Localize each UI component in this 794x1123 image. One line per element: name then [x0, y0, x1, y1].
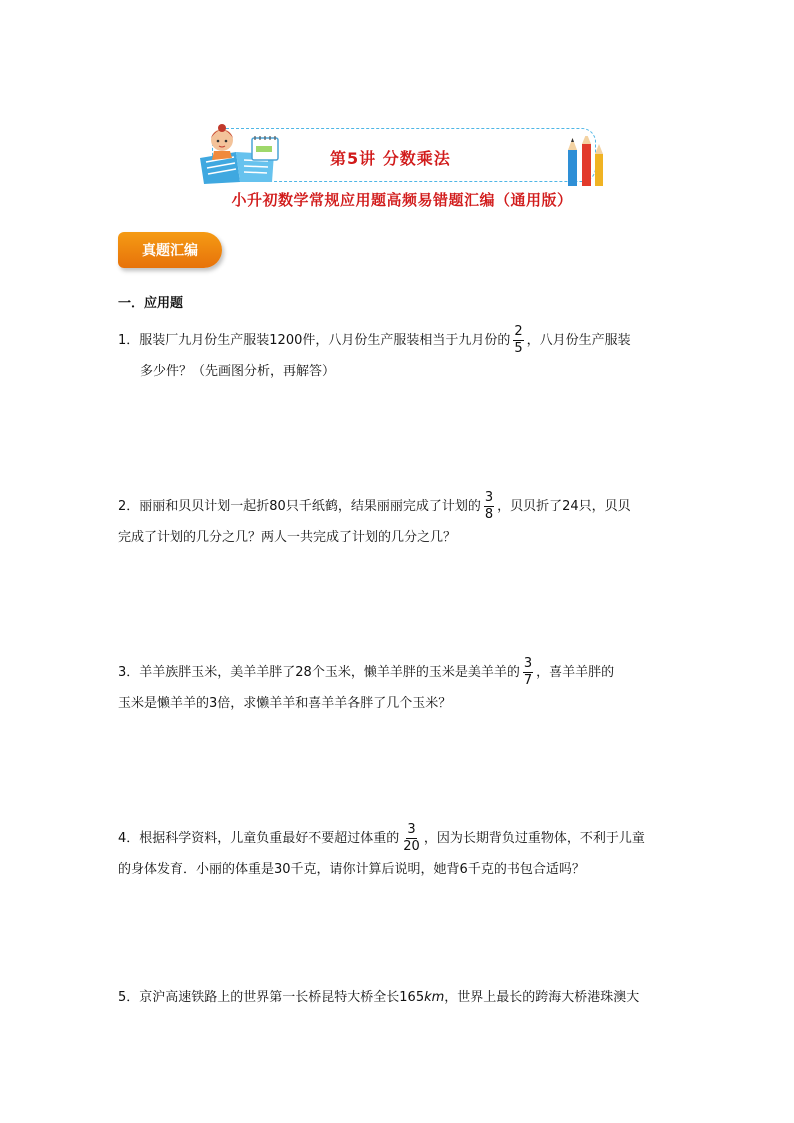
fraction-numerator: 3 — [484, 490, 494, 505]
unit-label: km — [424, 990, 445, 1005]
problem-2-line-1 — [118, 490, 631, 523]
section-heading: 一．应用题 — [118, 296, 184, 311]
problem-text: ，喜羊羊胖的 — [536, 665, 615, 680]
problem-text: ，贝贝折了24只，贝贝 — [497, 499, 631, 514]
pencils-icon — [562, 136, 608, 188]
problem-1-line-1 — [118, 324, 631, 357]
problem-4-line-1 — [118, 822, 645, 855]
problem-text: 1．服装厂九月份生产服装1200件，八月份生产服装相当于九月份的 — [118, 333, 511, 348]
fraction-denominator: 8 — [484, 507, 494, 522]
fraction — [402, 822, 421, 855]
fraction-denominator: 7 — [523, 673, 533, 688]
problem-1-line-2: 多少件？（先画图分析，再解答） — [140, 364, 336, 379]
problem-4-line-2: 的身体发育．小丽的体重是30千克，请你计算后说明，她背6千克的书包合适吗？ — [118, 862, 585, 877]
reading-girl-icon — [196, 124, 282, 186]
document-subtitle: 小升初数学常规应用题高频易错题汇编（通用版） — [231, 191, 573, 209]
problem-text: 4．根据科学资料，儿童负重最好不要超过体重的 — [118, 831, 400, 846]
fraction — [523, 656, 533, 689]
problem-5-line-1 — [118, 988, 639, 1008]
problem-text: 5．京沪高速铁路上的世界第一长桥昆特大桥全长165 — [118, 990, 425, 1005]
problem-text: 3．羊羊族胖玉米，美羊羊胖了28个玉米，懒羊羊胖的玉米是美羊羊的 — [118, 665, 520, 680]
fraction — [513, 324, 523, 357]
problem-3-line-1 — [118, 656, 614, 689]
problem-3-line-2: 玉米是懒羊羊的3倍，求懒羊羊和喜羊羊各胖了几个玉米？ — [118, 696, 452, 711]
fraction-denominator: 5 — [514, 341, 523, 356]
problem-2-line-2: 完成了计划的几分之几？两人一共完成了计划的几分之几？ — [118, 530, 457, 545]
lecture-title: 第5讲 分数乘法 — [330, 149, 451, 168]
fraction-numerator: 2 — [514, 324, 523, 339]
fraction-numerator: 3 — [407, 822, 416, 837]
section-tag: 真题汇编 — [118, 232, 222, 268]
problem-text: ，世界上最长的跨海大桥港珠澳大 — [444, 990, 640, 1005]
problem-text: ，因为长期背负过重物体，不利于儿童 — [423, 831, 645, 846]
fraction-denominator: 20 — [403, 839, 420, 854]
problem-text: ，八月份生产服装 — [526, 333, 631, 348]
fraction-numerator: 3 — [523, 656, 533, 671]
problem-text: 2．丽丽和贝贝计划一起折80只千纸鹤，结果丽丽完成了计划的 — [118, 499, 481, 514]
fraction — [484, 490, 494, 523]
